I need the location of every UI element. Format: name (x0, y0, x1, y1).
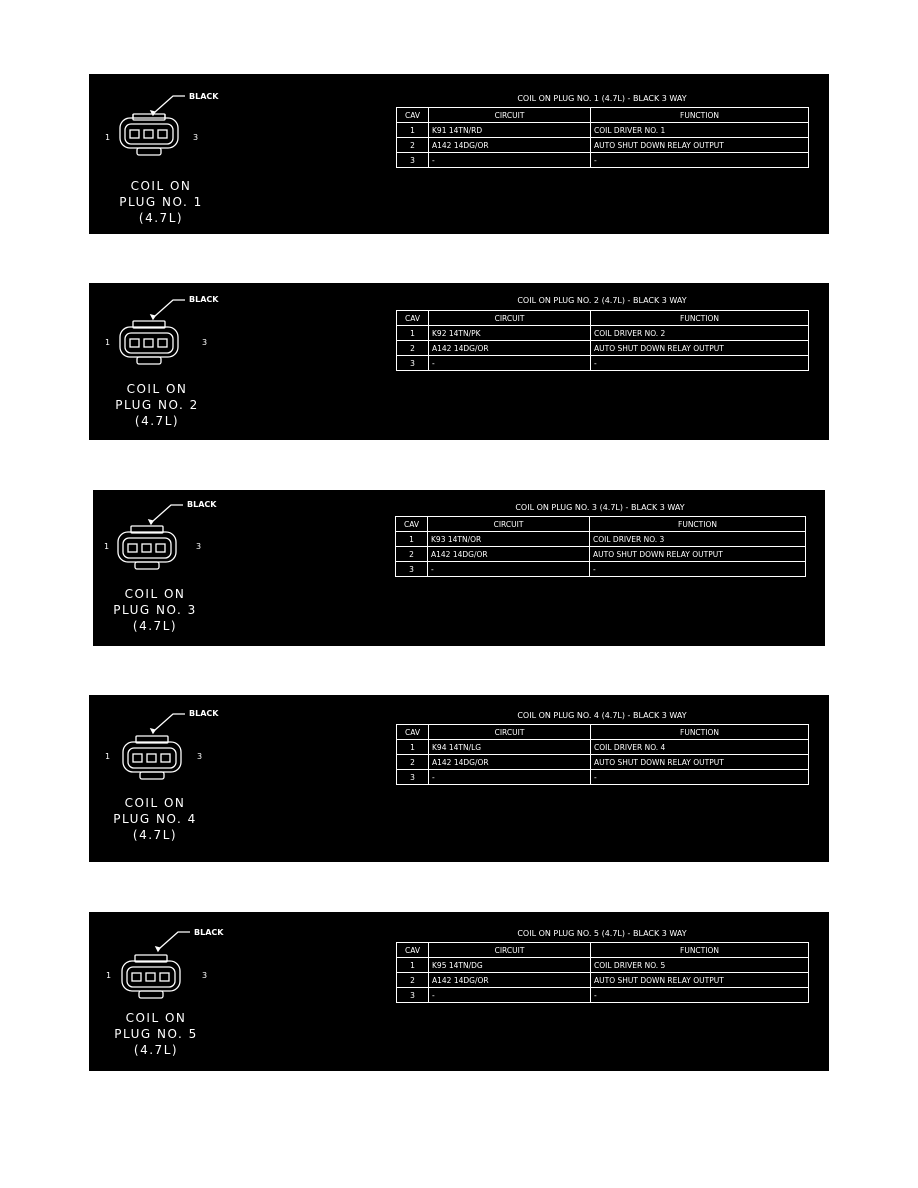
cell-circuit: K94 14TN/LG (429, 740, 591, 755)
table-header-row (397, 311, 809, 326)
color-tag: BLACK (194, 928, 224, 937)
cavity-table (396, 310, 809, 371)
cell-cav: 3 (397, 153, 429, 168)
cell-circuit: K93 14TN/OR (428, 532, 590, 547)
table-row (397, 341, 809, 356)
table-header-row (397, 725, 809, 740)
header-function: FUNCTION (590, 517, 806, 532)
caption-line: (4.7L) (138, 211, 184, 225)
cell-cav: 3 (396, 562, 428, 577)
cavity-table (396, 942, 809, 1003)
cell-circuit: A142 14DG/OR (429, 973, 591, 988)
cell-circuit: - (429, 988, 591, 1003)
header-cav: CAV (396, 517, 428, 532)
color-tag: BLACK (189, 92, 219, 101)
table-header-row (396, 517, 806, 532)
table-row (397, 356, 809, 371)
pin-label-left: 1 (106, 971, 112, 980)
cell-cav: 3 (397, 356, 429, 371)
pin-label-right: 3 (193, 133, 199, 142)
connector-panel-4 (89, 695, 829, 862)
header-cav: CAV (397, 725, 429, 740)
cavity-table (395, 516, 806, 577)
caption-line: PLUG NO. 5 (114, 1027, 198, 1041)
caption-line: PLUG NO. 3 (113, 603, 197, 617)
table-title: COIL ON PLUG NO. 2 (4.7L) - BLACK 3 WAY (517, 296, 687, 305)
cell-circuit: - (429, 356, 591, 371)
pin-label-right: 3 (202, 971, 208, 980)
table-row (397, 770, 809, 785)
cell-cav: 1 (397, 326, 429, 341)
connector-caption (89, 381, 237, 429)
pin-label-right: 3 (202, 338, 208, 347)
table-title: COIL ON PLUG NO. 3 (4.7L) - BLACK 3 WAY (515, 503, 685, 512)
caption-line: COIL ON (124, 796, 186, 810)
table-row (397, 740, 809, 755)
header-circuit: CIRCUIT (429, 311, 591, 326)
caption-line: PLUG NO. 2 (115, 398, 199, 412)
cell-circuit: K95 14TN/DG (429, 958, 591, 973)
header-cav: CAV (397, 943, 429, 958)
header-cav: CAV (397, 108, 429, 123)
cell-circuit: K92 14TN/PK (429, 326, 591, 341)
cell-function: - (591, 988, 809, 1003)
caption-line: COIL ON (126, 382, 188, 396)
cell-circuit: K91 14TN/RD (429, 123, 591, 138)
caption-line: PLUG NO. 1 (119, 195, 203, 209)
cell-cav: 2 (397, 973, 429, 988)
cell-function: COIL DRIVER NO. 1 (591, 123, 809, 138)
caption-line: COIL ON (125, 1011, 187, 1025)
table-row (397, 988, 809, 1003)
cell-function: AUTO SHUT DOWN RELAY OUTPUT (591, 755, 809, 770)
cell-cav: 2 (397, 138, 429, 153)
table-row (397, 123, 809, 138)
cell-function: - (591, 770, 809, 785)
color-tag: BLACK (189, 295, 219, 304)
header-circuit: CIRCUIT (428, 517, 590, 532)
cell-cav: 1 (397, 123, 429, 138)
table-row (396, 532, 806, 547)
caption-line: COIL ON (130, 179, 192, 193)
header-circuit: CIRCUIT (429, 108, 591, 123)
table-row (397, 755, 809, 770)
cell-function: COIL DRIVER NO. 2 (591, 326, 809, 341)
header-function: FUNCTION (591, 943, 809, 958)
connector-caption (89, 795, 235, 843)
connector-panel-3 (93, 490, 825, 646)
caption-line: (4.7L) (134, 414, 180, 428)
cell-function: - (590, 562, 806, 577)
cell-circuit: - (429, 770, 591, 785)
cell-function: - (591, 356, 809, 371)
pin-label-right: 3 (197, 752, 203, 761)
table-row (397, 326, 809, 341)
connector-panel-2 (89, 283, 829, 440)
pin-label-left: 1 (104, 542, 110, 551)
caption-line: (4.7L) (132, 828, 178, 842)
cell-cav: 2 (397, 755, 429, 770)
connector-panel-5 (89, 912, 829, 1071)
cell-function: - (591, 153, 809, 168)
table-row (397, 138, 809, 153)
connector-caption (89, 178, 241, 226)
caption-line: (4.7L) (133, 1043, 179, 1057)
cell-circuit: A142 14DG/OR (428, 547, 590, 562)
table-row (396, 547, 806, 562)
table-row (396, 562, 806, 577)
table-row (397, 973, 809, 988)
cell-circuit: - (428, 562, 590, 577)
color-tag: BLACK (187, 500, 217, 509)
cell-cav: 2 (396, 547, 428, 562)
caption-line: (4.7L) (132, 619, 178, 633)
cell-circuit: A142 14DG/OR (429, 755, 591, 770)
pin-label-left: 1 (105, 338, 111, 347)
cell-cav: 1 (396, 532, 428, 547)
cell-cav: 1 (397, 740, 429, 755)
cell-cav: 1 (397, 958, 429, 973)
cavity-table (396, 107, 809, 168)
header-function: FUNCTION (591, 108, 809, 123)
cell-function: AUTO SHUT DOWN RELAY OUTPUT (591, 138, 809, 153)
header-function: FUNCTION (591, 725, 809, 740)
cell-function: AUTO SHUT DOWN RELAY OUTPUT (591, 341, 809, 356)
cell-function: AUTO SHUT DOWN RELAY OUTPUT (590, 547, 806, 562)
table-row (397, 958, 809, 973)
cavity-table (396, 724, 809, 785)
table-header-row (397, 943, 809, 958)
cell-function: COIL DRIVER NO. 3 (590, 532, 806, 547)
color-tag: BLACK (189, 709, 219, 718)
pin-label-left: 1 (105, 133, 111, 142)
table-row (397, 153, 809, 168)
header-function: FUNCTION (591, 311, 809, 326)
cell-cav: 3 (397, 770, 429, 785)
cell-cav: 3 (397, 988, 429, 1003)
cell-function: COIL DRIVER NO. 4 (591, 740, 809, 755)
table-title: COIL ON PLUG NO. 1 (4.7L) - BLACK 3 WAY (517, 94, 687, 103)
cell-circuit: A142 14DG/OR (429, 341, 591, 356)
cell-function: COIL DRIVER NO. 5 (591, 958, 809, 973)
header-circuit: CIRCUIT (429, 725, 591, 740)
cell-circuit: A142 14DG/OR (429, 138, 591, 153)
header-circuit: CIRCUIT (429, 943, 591, 958)
caption-line: PLUG NO. 4 (113, 812, 197, 826)
table-header-row (397, 108, 809, 123)
cell-function: AUTO SHUT DOWN RELAY OUTPUT (591, 973, 809, 988)
cell-cav: 2 (397, 341, 429, 356)
pin-label-right: 3 (196, 542, 202, 551)
table-title: COIL ON PLUG NO. 5 (4.7L) - BLACK 3 WAY (517, 929, 687, 938)
cell-circuit: - (429, 153, 591, 168)
connector-caption (93, 586, 235, 634)
pin-label-left: 1 (105, 752, 111, 761)
table-title: COIL ON PLUG NO. 4 (4.7L) - BLACK 3 WAY (517, 711, 687, 720)
connector-caption (89, 1010, 236, 1058)
header-cav: CAV (397, 311, 429, 326)
caption-line: COIL ON (124, 587, 186, 601)
connector-panel-1 (89, 74, 829, 234)
